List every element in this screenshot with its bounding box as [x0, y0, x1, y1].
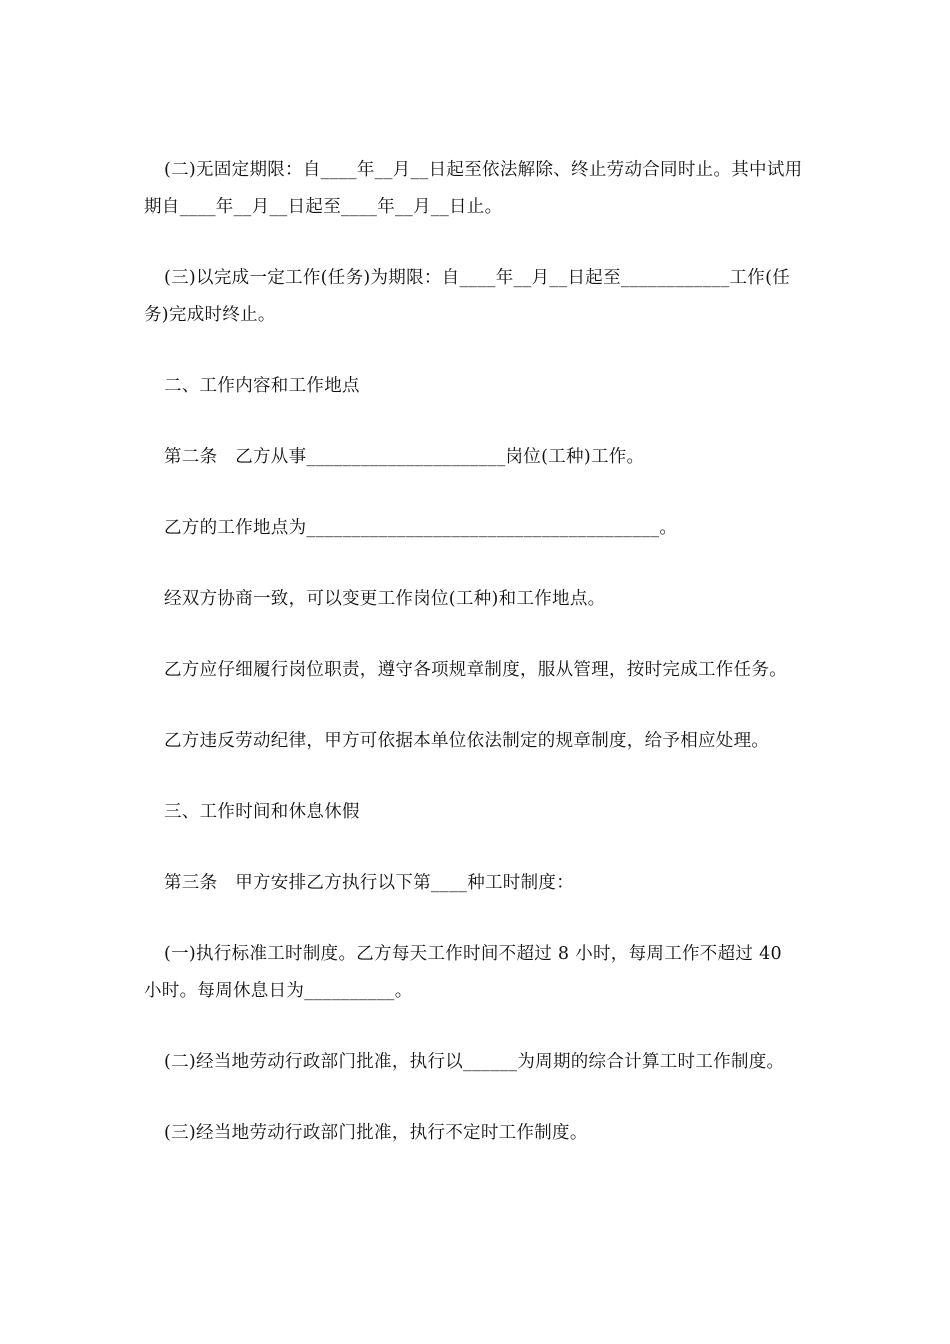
change-by-agreement: 经双方协商一致，可以变更工作岗位(工种)和工作地点。 — [164, 589, 606, 609]
section-heading-work-content: 二、工作内容和工作地点 — [164, 376, 360, 396]
article-2-position: 第二条 乙方从事______________________岗位(工种)工作。 — [164, 447, 645, 467]
section-heading-working-hours: 三、工作时间和休息休假 — [164, 802, 360, 822]
discipline-paragraph: 乙方违反劳动纪律，甲方可依据本单位依法制定的规章制度，给予相应处理。 — [164, 731, 770, 751]
work-location: 乙方的工作地点为_______________________________________。 — [164, 518, 678, 538]
document-body — [144, 152, 804, 1186]
duties-paragraph: 乙方应仔细履行岗位职责，遵守各项规章制度，服从管理，按时完成工作任务。 — [164, 660, 787, 680]
comprehensive-hours-clause: (二)经当地劳动行政部门批准，执行以______为周期的综合计算工时工作制度。 — [164, 1052, 785, 1072]
article-3-hours-system: 第三条 甲方安排乙方执行以下第____种工时制度： — [164, 873, 574, 893]
clause-indefinite-term: (二)无固定期限：自____年__月__日起至依法解除、终止劳动合同时止。其中试用期自____年__月__日起至____年__月__日止。 — [144, 160, 803, 217]
flexible-hours-clause: (三)经当地劳动行政部门批准，执行不定时工作制度。 — [164, 1123, 588, 1143]
standard-hours-clause: (一)执行标准工时制度。乙方每天工作时间不超过 8 小时，每周工作不超过 40 小时。每周休息日为__________。 — [144, 944, 782, 1001]
clause-task-based-term: (三)以完成一定工作(任务)为期限：自____年__月__日起至____________工作(任务)完成时终止。 — [144, 268, 791, 325]
